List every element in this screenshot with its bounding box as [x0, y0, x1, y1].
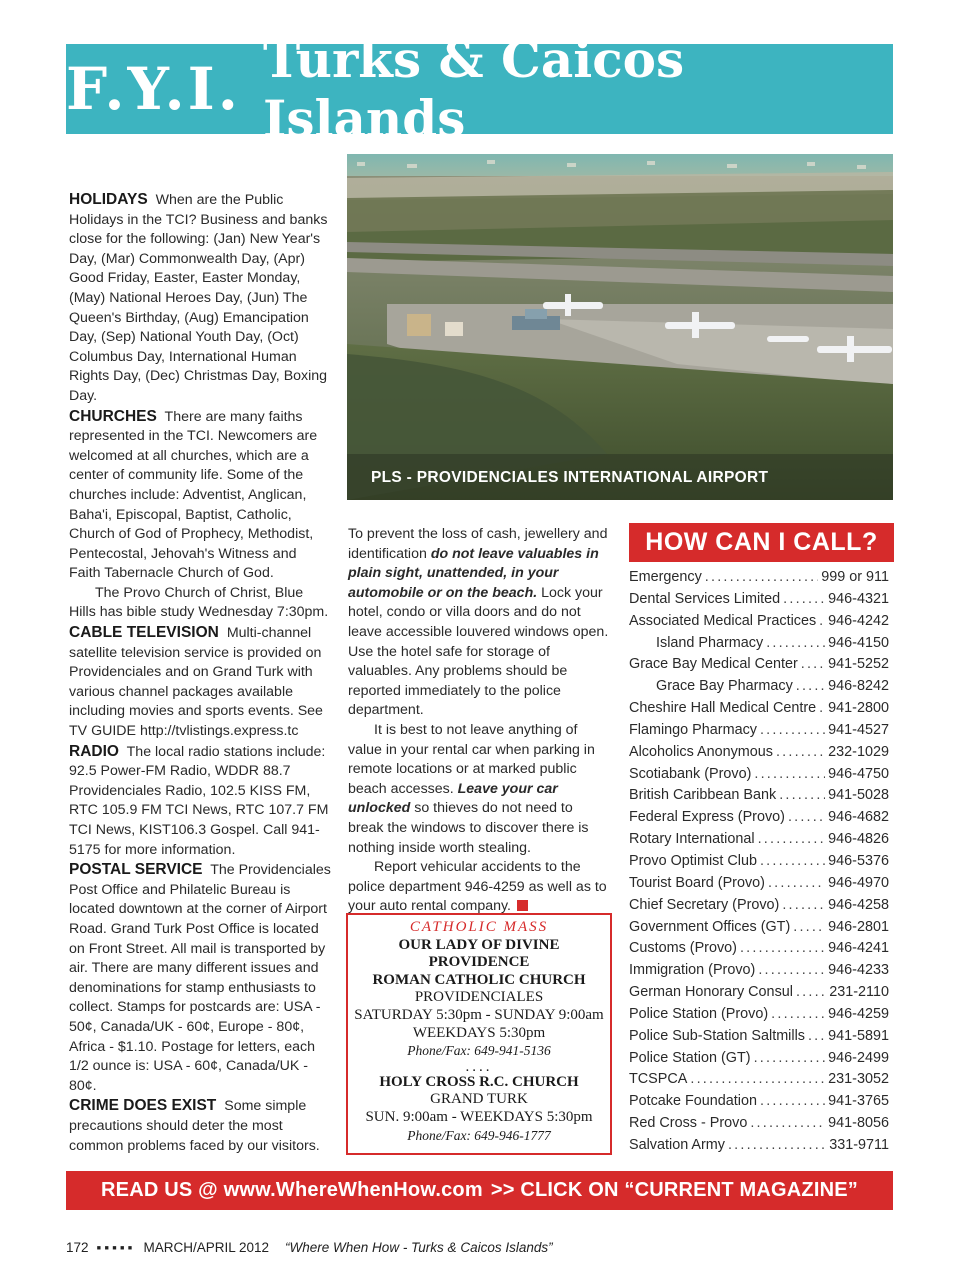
page-title: Turks & Caicos Islands — [262, 30, 685, 148]
dot-leader — [771, 1006, 825, 1022]
phone-entry-name: Tourist Board (Provo) — [629, 874, 765, 891]
cable-text: Multi-channel satellite television service is provided on Providenciales and on Grand Turk with various channel packages available including movies and sports events. See TV GUIDE http://tvlistings.express.tc — [69, 625, 323, 740]
dot-leader — [796, 678, 825, 694]
accidents-paragraph — [348, 858, 610, 917]
phone-entry-name: Grace Bay Medical Center — [629, 656, 798, 673]
magazine-title: “Where When How - Turks & Caicos Islands” — [285, 1240, 553, 1255]
phone-entry-name: Police Station (GT) — [629, 1049, 751, 1066]
phone-entry-number: 941-5891 — [828, 1027, 889, 1044]
phone-entry-name: Police Station (Provo) — [629, 1005, 769, 1022]
phone-entry-number: 946-4258 — [828, 896, 889, 913]
end-square-icon — [517, 900, 528, 911]
dot-leader — [705, 569, 818, 585]
radio-paragraph — [69, 742, 331, 861]
phone-entry-name: Dental Services Limited — [629, 590, 781, 607]
phone-entry-name: Island Pharmacy — [656, 634, 764, 651]
phone-entry-name: Customs (Provo) — [629, 940, 737, 957]
info-column-left — [69, 190, 331, 1156]
squares-ornament: ▪▪▪▪▪ — [96, 1240, 136, 1255]
dot-leader — [750, 1115, 825, 1131]
phone-entry-name: Provo Optimist Club — [629, 852, 757, 869]
church1-name-line3: ROMAN CATHOLIC CHURCH — [372, 971, 586, 988]
dot-leader — [776, 744, 825, 760]
phone-directory — [629, 569, 889, 1159]
airport-photo-illustration — [347, 154, 893, 500]
phone-entry — [629, 569, 889, 591]
phone-entry — [629, 1137, 889, 1159]
church2-name: HOLY CROSS R.C. CHURCH — [379, 1073, 579, 1090]
church2-times: SUN. 9:00am - WEEKDAYS 5:30pm — [365, 1108, 593, 1125]
fyi-title: F.Y.I. — [66, 55, 241, 123]
phone-entry-name: TCSPCA — [629, 1071, 688, 1088]
phone-entry — [629, 656, 889, 678]
phone-entry — [629, 1071, 889, 1093]
crime-text: Some simple precautions should deter the most common problems faced by our visitors. — [69, 1098, 320, 1154]
phone-entry-number: 331-9711 — [829, 1136, 889, 1153]
dot-leader — [766, 635, 825, 651]
phone-entry-number: 946-4970 — [828, 874, 889, 891]
phone-entry-number: 946-4321 — [828, 590, 889, 607]
phone-entry-name: Alcoholics Anonymous — [629, 743, 773, 760]
phone-entry-number: 232-1029 — [828, 743, 889, 760]
phone-entry-number: 946-4241 — [828, 940, 889, 957]
phone-entry-number: 946-5376 — [828, 852, 889, 869]
dot-leader — [808, 1028, 825, 1044]
phone-entry-name: German Honorary Consul — [629, 984, 793, 1001]
dot-leader — [796, 984, 826, 1000]
phone-entry-name: Scotiabank (Provo) — [629, 765, 752, 782]
holidays-paragraph — [69, 190, 331, 407]
phone-entry-number: 231-3052 — [828, 1071, 889, 1088]
dot-leader — [819, 613, 825, 629]
phone-entry — [629, 766, 889, 788]
church1-times: SATURDAY 5:30pm - SUNDAY 9:00am — [354, 1006, 604, 1023]
photo-caption: PLS - PROVIDENCIALES INTERNATIONAL AIRPORT — [371, 469, 769, 486]
churches-text: There are many faiths represented in the TCI. Newcomers are welcomed at all churches, which are a center of community life. Some of the churches include: Adventist, Anglican, Baha'i, Episcopal, Baptist, Catholic, Church of God of Prophecy, Methodist, Pentecostal, Jehovah's Witness and Faith Tabernacle Church of God. — [69, 408, 318, 582]
accidents-text: Report vehicular accidents to the police department 946-4259 as well as to your auto rental company. — [348, 859, 607, 915]
phone-entry-number: 941-3765 — [828, 1093, 889, 1110]
phone-entry — [629, 1006, 889, 1028]
postal-heading: POSTAL SERVICE — [69, 861, 203, 879]
phone-entry — [629, 787, 889, 809]
phone-entry-name: Associated Medical Practices — [629, 612, 817, 629]
dot-leader — [728, 1137, 826, 1153]
rental-car-text-a: It is best to not leave anything of value in your rental car when parking in remote locations or at marked public beach accesses. — [348, 721, 595, 797]
radio-heading: RADIO — [69, 742, 119, 760]
mass-separator: .... — [465, 1058, 493, 1075]
phone-entry-name: Flamingo Pharmacy — [629, 721, 757, 738]
dot-leader — [801, 656, 825, 672]
phone-entry-number: 941-4527 — [828, 721, 889, 738]
phone-entry-name: Grace Bay Pharmacy — [656, 678, 793, 695]
phone-entry — [629, 875, 889, 897]
phone-entry — [629, 700, 889, 722]
title-banner — [66, 30, 893, 148]
holidays-heading: HOLIDAYS — [69, 191, 148, 208]
dot-leader — [690, 1071, 825, 1087]
issue-date: MARCH/APRIL 2012 — [143, 1240, 270, 1255]
phone-entry — [629, 897, 889, 919]
phone-entry-number: 941-5252 — [828, 656, 889, 673]
phone-entry-number: 946-4259 — [828, 1005, 889, 1022]
dot-leader — [779, 787, 825, 803]
cable-heading: CABLE TELEVISION — [69, 624, 219, 642]
phone-entry — [629, 635, 889, 657]
current-magazine-link[interactable]: >> CLICK ON “CURRENT MAGAZINE” — [490, 1179, 858, 1201]
phone-entry — [629, 744, 889, 766]
phone-entry-number: 946-2499 — [828, 1049, 889, 1066]
phone-entry-name: Cheshire Hall Medical Centre — [629, 700, 817, 717]
phone-entry-number: 941-5028 — [828, 787, 889, 804]
postal-paragraph — [69, 860, 331, 1096]
catholic-mass-box — [346, 913, 612, 1155]
churches-text-2: The Provo Church of Christ, Blue Hills has bible study Wednesday 7:30pm. — [69, 584, 329, 621]
phone-entry-name: Government Offices (GT) — [629, 918, 791, 935]
rental-car-paragraph — [348, 721, 610, 858]
phone-entry — [629, 678, 889, 700]
dot-leader — [768, 875, 825, 891]
phone-entry — [629, 853, 889, 875]
phone-entry — [629, 613, 889, 635]
dot-leader — [788, 809, 825, 825]
dot-leader — [740, 940, 825, 956]
valuables-text-a: To prevent the loss of cash, jewellery and identification — [348, 526, 608, 562]
dot-leader — [783, 591, 825, 607]
dot-leader — [782, 897, 825, 913]
postal-text: The Providenciales Post Office and Philatelic Bureau is located downtown at the corner of Airport Road. Grand Turk Post Office is located on Front Street. All mail is transported by air. There are many different issues and denominations for stamp enthusiasts to collect. Stamps for postcards are: USA - 50¢, Canada/UK - 60¢, Europe - 80¢, Africa - $1.10. Postage for letters, each 1/2 ounce is: USA - 60¢, Canada/UK - 80¢. — [69, 862, 331, 1094]
radio-text: The local radio stations include: 92.5 Power-FM Radio, WDDR 88.7 Providenciales Radio, 102.5 KISS FM, RTC 105.9 FM TCI News, RTC 107.7 FM TCI News, KIST106.3 Gospel. Call 941-5175 for more information. — [69, 743, 329, 858]
phone-entry — [629, 809, 889, 831]
rental-car-emphasis: Leave your car unlocked — [348, 780, 558, 817]
holidays-text: When are the Public Holidays in the TCI? Business and banks close for the following: (Jan) New Year's Day, (Mar) Commonwealth Day, (Apr) Good Friday, Easter, Easter Monday, (May) National Heroes Day, (Jun) The Queen's Birthday, (Aug) Emancipation Day, (Sep) National Youth Day, (Oct) Columbus Day, International Human Rights Day, (Dec) Christmas Day, Boxing Day. — [69, 192, 328, 404]
phone-entry-number: 946-4233 — [828, 962, 889, 979]
phone-entry-name: Red Cross - Provo — [629, 1115, 748, 1132]
phone-entry — [629, 984, 889, 1006]
church1-name-line1: OUR LADY OF DIVINE — [398, 936, 560, 953]
dot-leader — [819, 700, 825, 716]
dot-leader — [754, 766, 825, 782]
phone-entry — [629, 1050, 889, 1072]
crime-paragraph — [69, 1096, 331, 1156]
church2-phone: Phone/Fax: 649-946-1777 — [407, 1127, 551, 1143]
church2-place: GRAND TURK — [430, 1091, 528, 1108]
phone-entry — [629, 1115, 889, 1137]
call-heading: HOW CAN I CALL? — [629, 523, 894, 562]
crime-heading: CRIME DOES EXIST — [69, 1097, 217, 1115]
church1-phone: Phone/Fax: 649-941-5136 — [407, 1043, 551, 1059]
phone-entry — [629, 962, 889, 984]
phone-entry — [629, 919, 889, 941]
page-number: 172 — [66, 1240, 89, 1255]
phone-entry — [629, 591, 889, 613]
churches-paragraph — [69, 407, 331, 584]
church1-place: PROVIDENCIALES — [414, 989, 544, 1006]
phone-entry — [629, 1093, 889, 1115]
mass-title: CATHOLIC MASS — [409, 919, 549, 935]
phone-entry-name: Rotary International — [629, 831, 755, 848]
phone-entry-name: Chief Secretary (Provo) — [629, 896, 780, 913]
church1-weekdays: WEEKDAYS 5:30pm — [412, 1024, 546, 1041]
phone-entry — [629, 722, 889, 744]
church1-name-line2: PROVIDENCE — [428, 954, 530, 971]
valuables-text-b: Lock your hotel, condo or villa doors and do not leave accessible louvered windows open. Use the hotel safe for storage of valuables. Any problems should be reported immediately to the police department. — [348, 584, 609, 719]
valuables-paragraph — [348, 525, 610, 721]
phone-entry-name: Immigration (Provo) — [629, 962, 756, 979]
phone-entry-number: 946-2801 — [828, 918, 889, 935]
airport-photo — [347, 154, 893, 500]
dot-leader — [793, 919, 825, 935]
phone-entry-number: 231-2110 — [829, 984, 889, 1001]
phone-entry — [629, 831, 889, 853]
phone-entry-name: Emergency — [629, 569, 702, 585]
phone-entry-number: 946-8242 — [828, 678, 889, 695]
dot-leader — [758, 962, 825, 978]
phone-entry-number: 946-4826 — [828, 831, 889, 848]
phone-entry — [629, 940, 889, 962]
cable-paragraph — [69, 623, 331, 742]
churches-heading: CHURCHES — [69, 407, 157, 425]
website-link[interactable]: READ US @ www.WhereWhenHow.com — [101, 1179, 483, 1201]
dot-leader — [760, 722, 825, 738]
phone-entry-number: 946-4150 — [828, 634, 889, 651]
phone-entry-name: Police Sub-Station Saltmills — [629, 1027, 805, 1044]
dot-leader — [754, 1050, 826, 1066]
dot-leader — [758, 831, 826, 847]
phone-entry-name: Federal Express (Provo) — [629, 809, 785, 826]
phone-entry-name: Salvation Army — [629, 1136, 725, 1153]
phone-entry-number: 941-2800 — [828, 700, 889, 717]
read-us-banner[interactable] — [66, 1171, 893, 1210]
dot-leader — [760, 853, 825, 869]
valuables-emphasis: do not leave valuables in plain sight, unattended, in your automobile or on the beach. — [348, 545, 599, 601]
phone-entry-name: Potcake Foundation — [629, 1093, 758, 1110]
phone-entry — [629, 1028, 889, 1050]
page-footer — [66, 1240, 553, 1255]
phone-entry-number: 946-4242 — [828, 612, 889, 629]
phone-entry-number: 946-4682 — [828, 809, 889, 826]
info-column-middle — [348, 525, 610, 917]
phone-entry-name: British Caribbean Bank — [629, 787, 777, 804]
phone-entry-number: 946-4750 — [828, 765, 889, 782]
phone-entry-number: 941-8056 — [828, 1115, 889, 1132]
phone-entry-number: 999 or 911 — [821, 569, 889, 585]
dot-leader — [760, 1093, 825, 1109]
rental-car-text-b: so thieves do not need to break the windows to discover there is nothing inside worth stealing. — [348, 800, 589, 856]
